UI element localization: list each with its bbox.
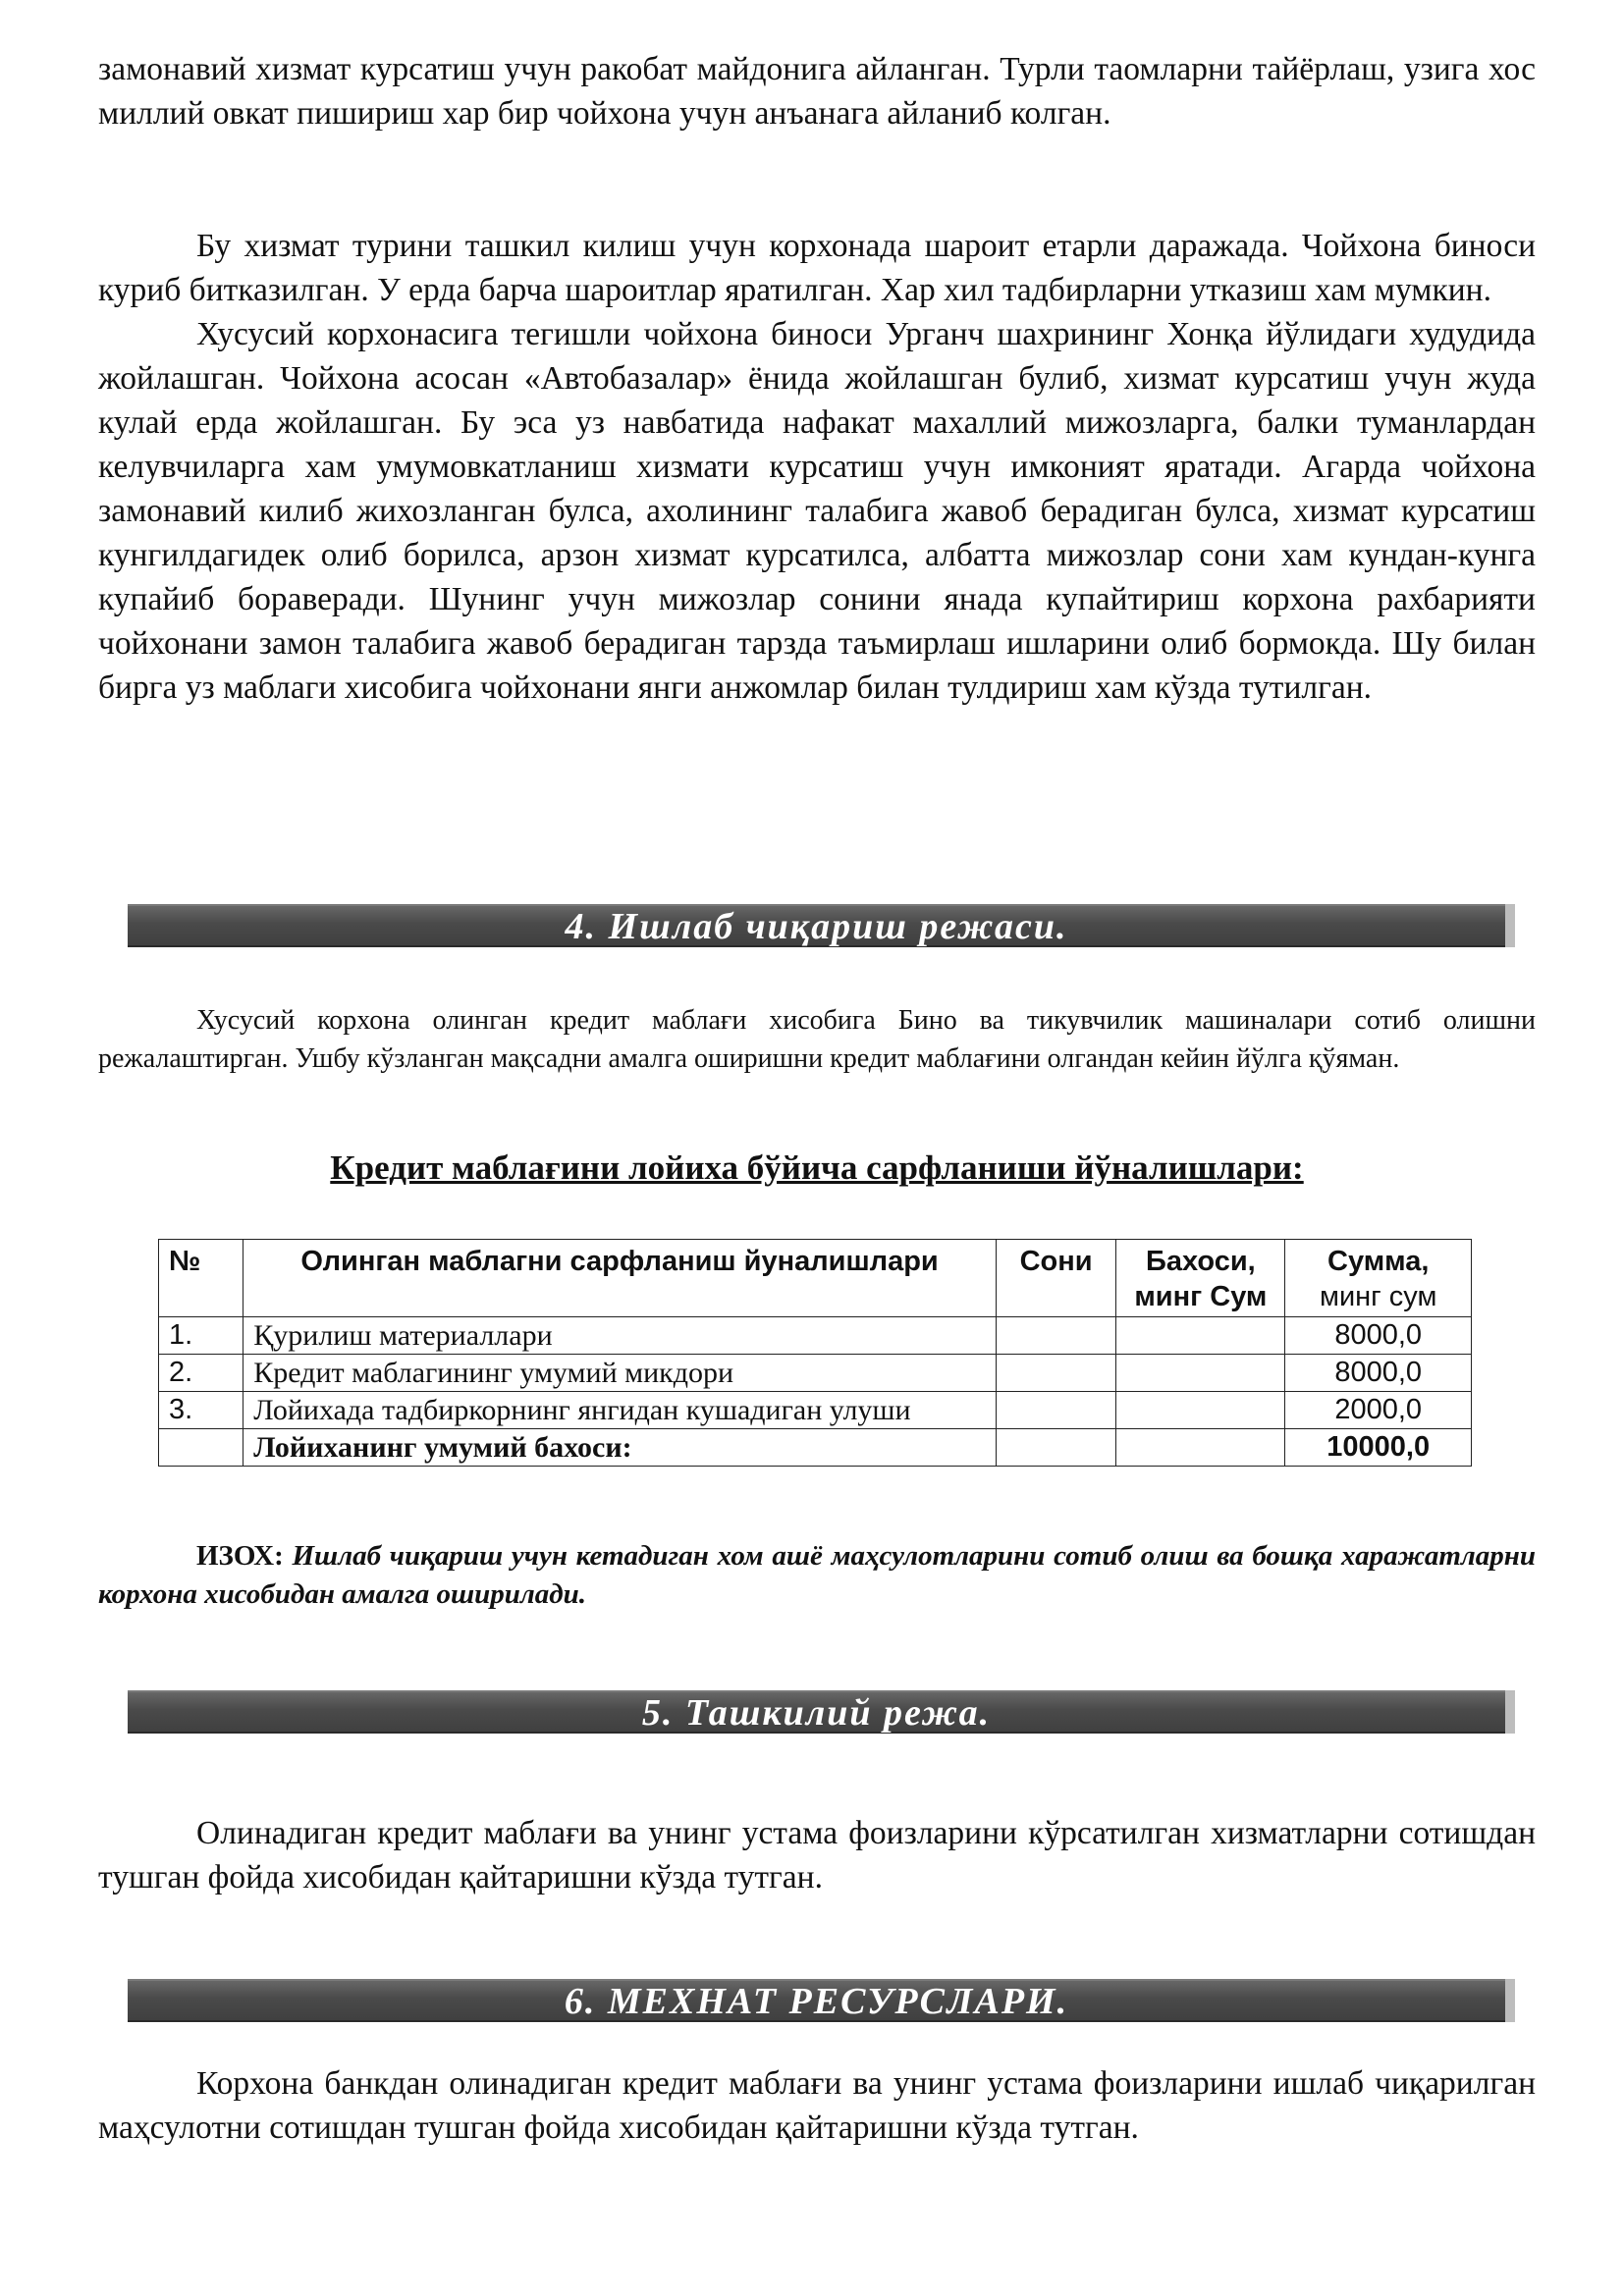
header-no: № bbox=[159, 1240, 244, 1317]
section-5-text: Олинадиган кредит маблағи ва унинг устама фоизларини кўрсатилган хизматларни сотишдан тушган фойда хисобидан қайтаришни кўзда тутган. bbox=[98, 1815, 1536, 1896]
table-row bbox=[159, 1317, 1472, 1355]
total-price bbox=[1116, 1429, 1285, 1467]
note-text: Ишлаб чиқариш учун кетадиган хом ашё маҳсулотларини сотиб олиш ва бошқа харажатларни корхона хисобидан амалга оширилади. bbox=[98, 1540, 1536, 1610]
row-sum: 8000,0 bbox=[1285, 1317, 1472, 1355]
total-label: Лойиханинг умумий бахоси: bbox=[244, 1429, 997, 1467]
section-5-heading: 5. Ташкилий режа. bbox=[128, 1690, 1515, 1734]
table-title: Кредит маблағини лойиха бўйича сарфланиши йўналишлари: bbox=[330, 1148, 1304, 1187]
row-no: 2. bbox=[159, 1355, 244, 1392]
section-4-heading: 4. Ишлаб чиқариш режаси. bbox=[128, 904, 1515, 947]
row-price bbox=[1116, 1355, 1285, 1392]
row-price bbox=[1116, 1317, 1285, 1355]
row-qty bbox=[996, 1392, 1115, 1429]
table-row bbox=[159, 1392, 1472, 1429]
intro-paragraph-3: Хусусий корхонасига тегишли чойхона биноси Урганч шахрининг Хонқа йўлидаги худудида жойлашган. Чойхона асосан «Автобазалар» ёнида жойлашган булиб, хизмат курсатиш учун жуда кулай ерда жойлашган. Бу эса уз навбатида нафакат махаллий мижозларга, балки туманлардан келувчиларга хам умумовкатланиш хизмати курсатиш учун имконият яратади. Агарда чойхона замонавий килиб жихозланган булса, ахолининг талабига жавоб берадиган булса, хизмат курсатиш кунгилдагидек олиб борилса, арзон хизмат курсатилса, албатта мижозлар сони хам кундан-кунга купайиб бораверади. Шунинг учун мижозлар сонини янада купайтириш корхона рахбарияти чойхонани замон талабига жавоб берадиган тарзда таъмирлаш ишларини олиб бормокда. Шу билан бирга уз маблаги хисобига чойхонани янги анжомлар билан тулдириш хам кўзда тутилган. bbox=[98, 316, 1536, 706]
credit-allocation-table bbox=[158, 1239, 1472, 1467]
row-no: 3. bbox=[159, 1392, 244, 1429]
row-name: Қурилиш материаллари bbox=[244, 1317, 997, 1355]
row-qty bbox=[996, 1317, 1115, 1355]
total-qty bbox=[996, 1429, 1115, 1467]
row-qty bbox=[996, 1355, 1115, 1392]
intro-paragraph-2: Бу хизмат турини ташкил килиш учун корхонада шароит етарли даражада. Чойхона биноси куриб битказилган. У ерда барча шароитлар яратилган. Хар хил тадбирларни утказиш хам мумкин. bbox=[98, 228, 1536, 308]
row-price bbox=[1116, 1392, 1285, 1429]
header-name: Олинган маблагни сарфланиш йуналишлари bbox=[244, 1240, 997, 1317]
header-qty: Сони bbox=[996, 1240, 1115, 1317]
table-note bbox=[98, 1537, 1536, 1614]
header-price: Бахоси, минг Сум bbox=[1116, 1240, 1285, 1317]
table-total-row bbox=[159, 1429, 1472, 1467]
section-6-heading: 6. МЕХНАТ РЕСУРСЛАРИ. bbox=[128, 1979, 1515, 2022]
note-label: ИЗОХ: bbox=[196, 1540, 284, 1572]
row-no: 1. bbox=[159, 1317, 244, 1355]
section-6-text: Корхона банкдан олинадиган кредит маблағи ва унинг устама фоизларини ишлаб чиқарилган маҳсулотни сотишдан тушган фойда хисобидан қайтаришни кўзда тутган. bbox=[98, 2065, 1536, 2146]
header-sum: Сумма, минг сум bbox=[1285, 1240, 1472, 1317]
row-name: Кредит маблагининг умумий микдори bbox=[244, 1355, 997, 1392]
table-row bbox=[159, 1355, 1472, 1392]
total-no bbox=[159, 1429, 244, 1467]
section-4-text: Хусусий корхона олинган кредит маблағи хисобига Бино ва тикувчилик машиналари сотиб олишни режалаштирган. Ушбу кўзланган мақсадни амалга оширишни кредит маблағини олгандан кейин йўлга қўяман. bbox=[98, 1005, 1536, 1074]
row-sum: 2000,0 bbox=[1285, 1392, 1472, 1429]
row-sum: 8000,0 bbox=[1285, 1355, 1472, 1392]
intro-paragraph-1: замонавий хизмат курсатиш учун ракобат майдонига айланган. Турли таомларни тайёрлаш, узига хос миллий овкат пишириш хар бир чойхона учун анъанага айланиб колган. bbox=[98, 51, 1536, 132]
total-sum: 10000,0 bbox=[1285, 1429, 1472, 1467]
table-header-row bbox=[159, 1240, 1472, 1317]
row-name: Лойихада тадбиркорнинг янгидан кушадиган улуши bbox=[244, 1392, 997, 1429]
